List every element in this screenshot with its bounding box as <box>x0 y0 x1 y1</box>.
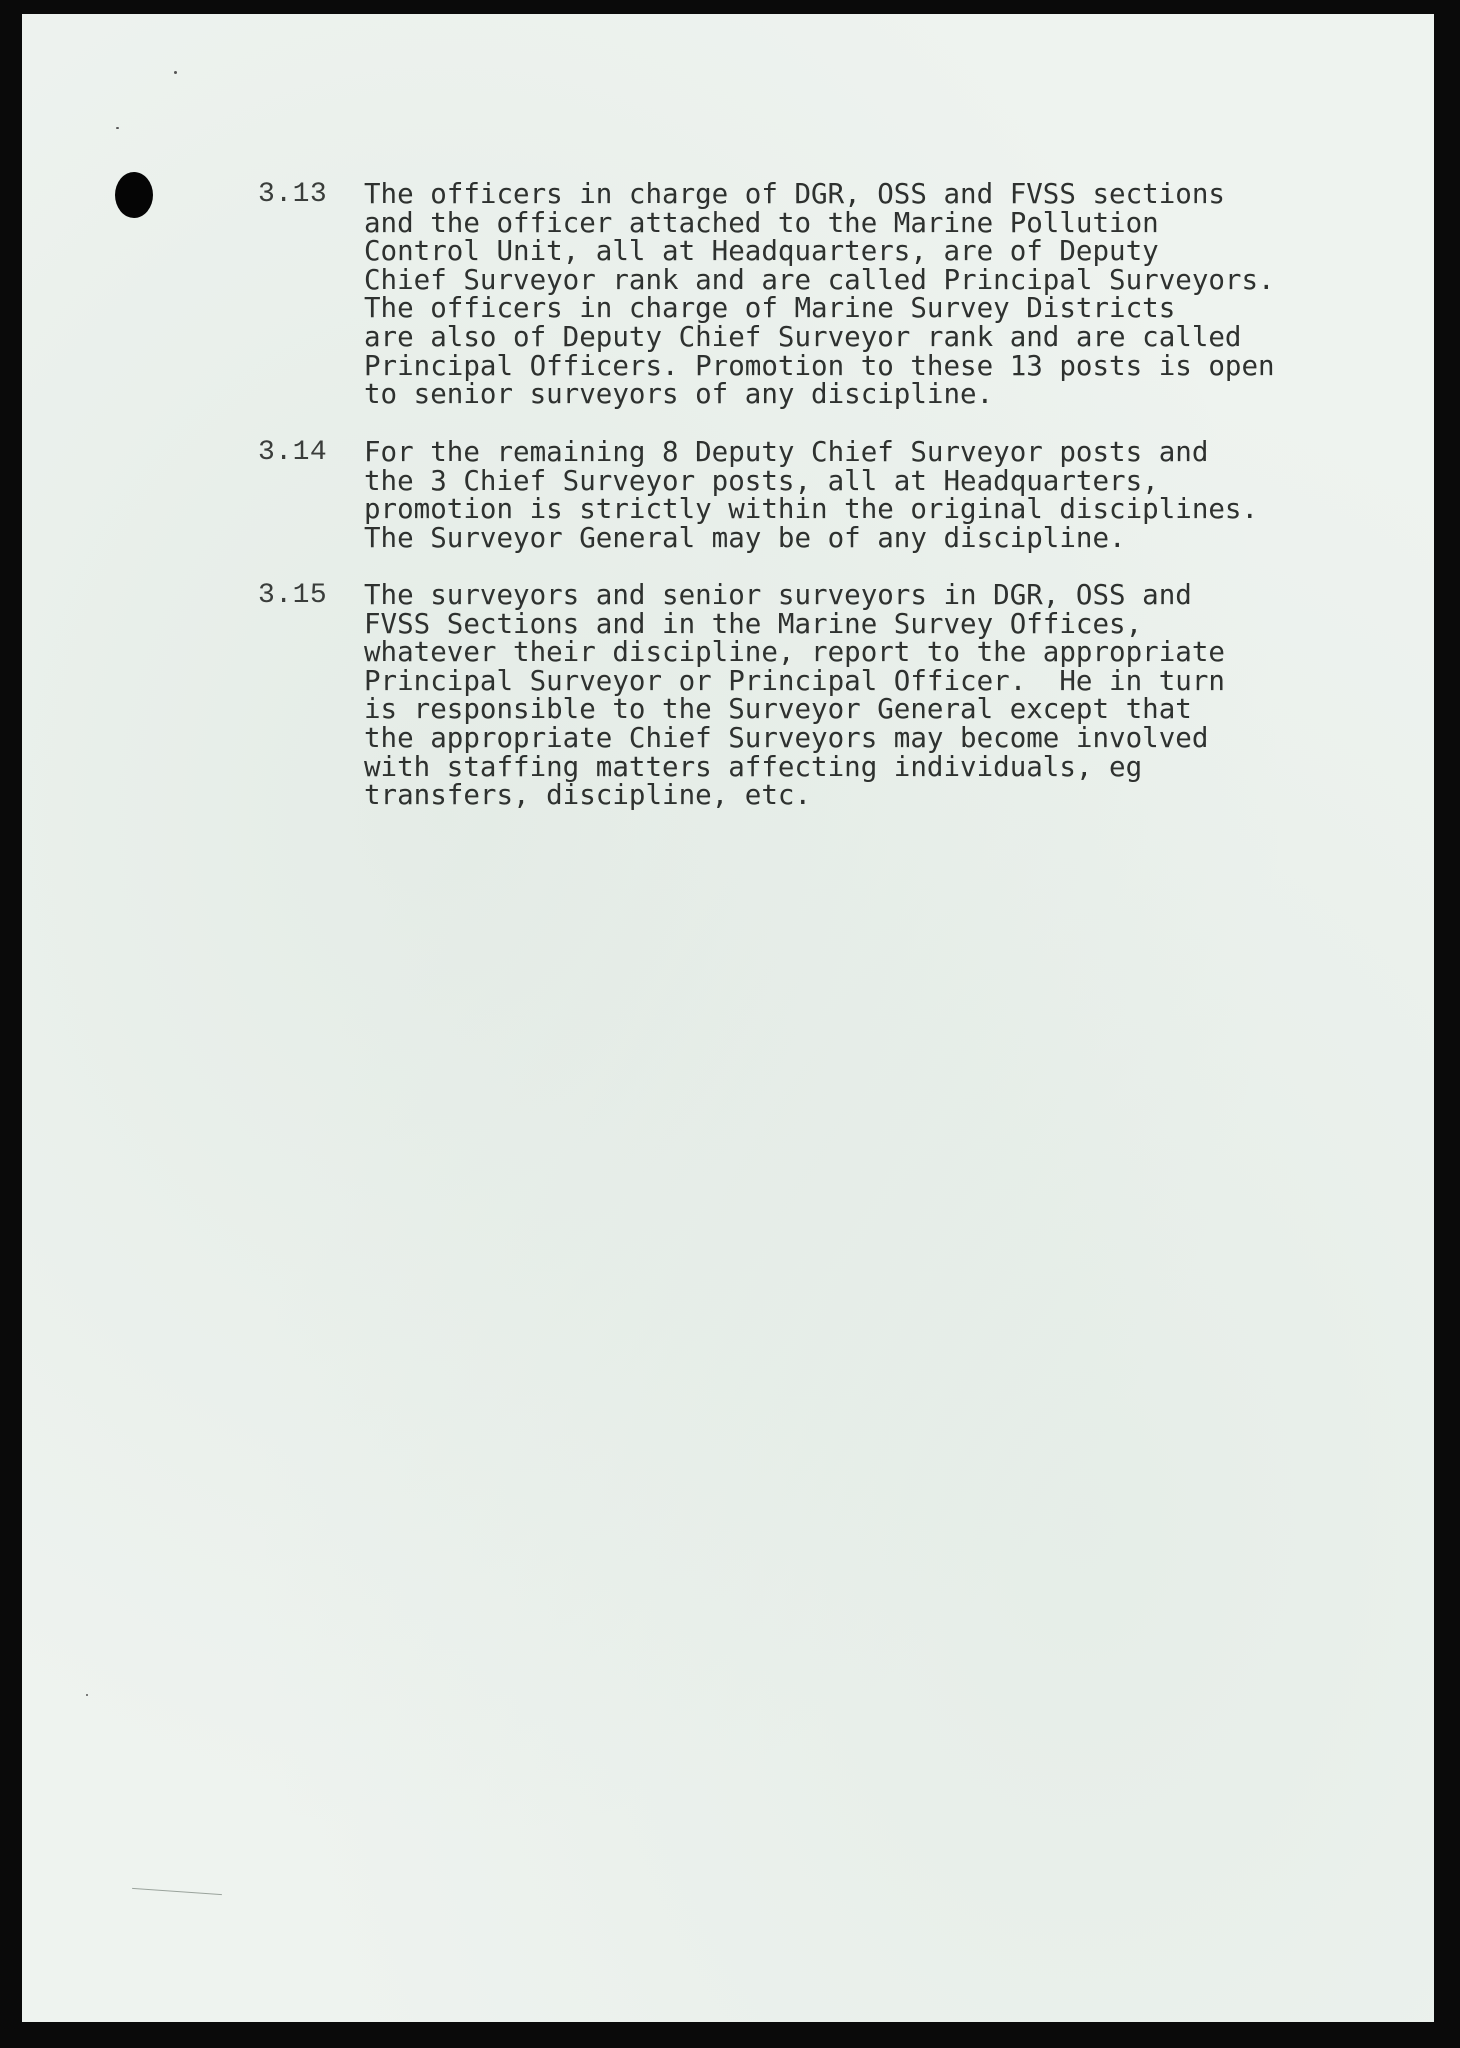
section-number: 3.14 <box>258 437 328 468</box>
text-line: Chief Surveyor rank and are called Principal Surveyors. <box>364 263 1275 296</box>
section-text <box>364 581 1364 810</box>
text-line: transfers, discipline, etc. <box>364 779 812 812</box>
section-text <box>364 438 1364 552</box>
text-line: For the remaining 8 Deputy Chief Surveyor posts and <box>364 436 1209 468</box>
text-line: is responsible to the Surveyor General except that <box>364 693 1192 726</box>
text-line: Principal Surveyor or Principal Officer. He in turn <box>364 664 1225 697</box>
text-line: promotion is strictly within the original disciplines. <box>364 493 1259 526</box>
text-line: The officers in charge of Marine Survey Districts <box>364 292 1176 325</box>
text-line: whatever their discipline, report to the appropriate <box>364 636 1225 669</box>
text-line: are also of Deputy Chief Surveyor rank and are called <box>364 320 1242 353</box>
punch-hole <box>115 172 153 218</box>
text-line: The surveyors and senior surveyors in DGR, OSS and <box>364 579 1192 611</box>
text-line: to senior surveyors of any discipline. <box>364 378 994 411</box>
speck <box>86 1694 88 1696</box>
text-line: and the officer attached to the Marine Pollution <box>364 206 1159 239</box>
text-line: FVSS Sections and in the Marine Survey Offices, <box>364 607 1143 640</box>
section-text <box>364 180 1364 409</box>
text-line: Control Unit, all at Headquarters, are of Deputy <box>364 235 1159 268</box>
section-number: 3.13 <box>258 179 328 210</box>
speck <box>174 71 177 74</box>
text-line: the 3 Chief Surveyor posts, all at Headquarters, <box>364 464 1159 497</box>
speck <box>116 127 119 129</box>
section-number: 3.15 <box>258 580 328 611</box>
text-line: The officers in charge of DGR, OSS and FVSS sections <box>364 178 1225 210</box>
text-line: Principal Officers. Promotion to these 13 posts is open <box>364 349 1275 382</box>
scan-mark <box>132 1888 222 1895</box>
text-line: the appropriate Chief Surveyors may become involved <box>364 721 1209 754</box>
text-line: with staffing matters affecting individuals, eg <box>364 750 1143 783</box>
text-line: The Surveyor General may be of any discipline. <box>364 521 1126 554</box>
